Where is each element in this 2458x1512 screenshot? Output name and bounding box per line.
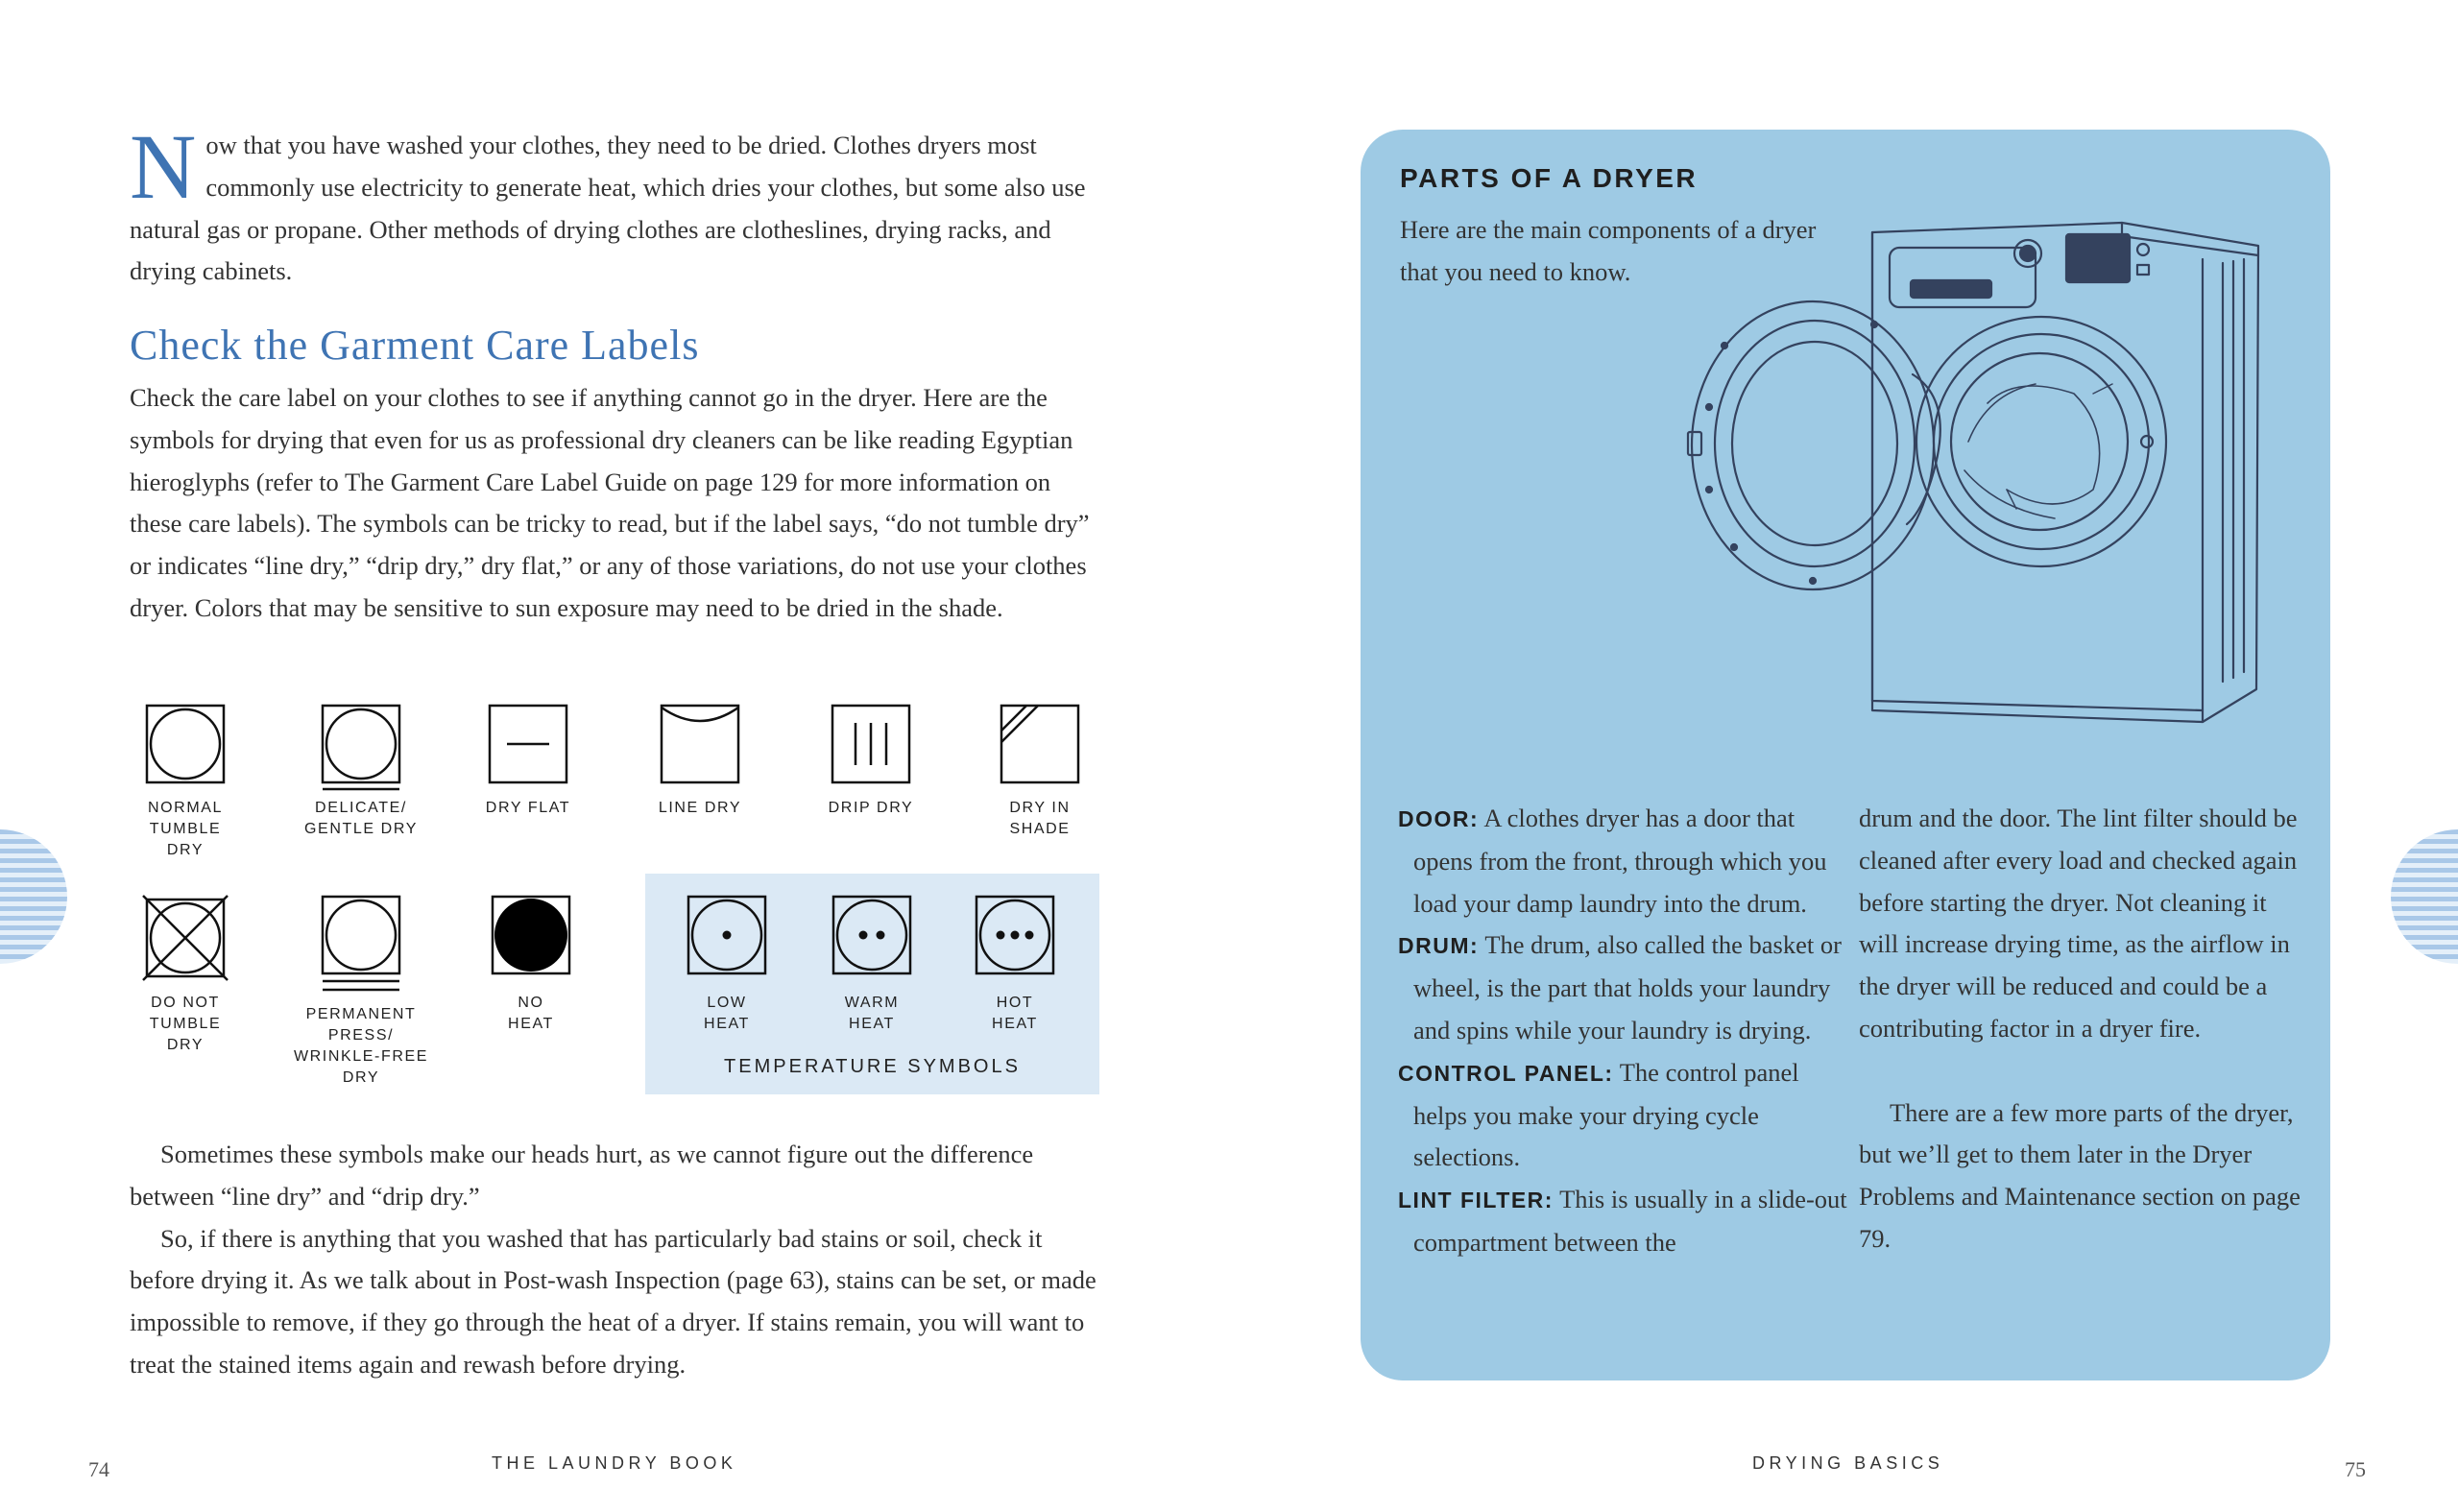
page-number-right: 75 [2345, 1457, 2366, 1481]
drop-cap: N [130, 115, 197, 218]
symbol-normal-tumble-dry [113, 704, 257, 861]
symbol-label: LINE DRY [658, 800, 742, 816]
intro-paragraph [130, 115, 1099, 293]
part-text: A clothes dryer has a door that opens from the front, through which you load your damp laundry into the drum. [1413, 804, 1827, 918]
no-heat-icon [491, 895, 571, 975]
permanent-press-icon [321, 895, 401, 993]
section-heading: Check the Garment Care Labels [130, 322, 700, 369]
closing-paragraphs [130, 1134, 1109, 1386]
front-load-dryer-illustration [1671, 202, 2266, 744]
warm-heat-icon [831, 895, 912, 975]
symbol-line-dry [628, 704, 772, 819]
part-drum [1398, 924, 1859, 1051]
closing-paragraph-2: So, if there is anything that you washed that has particularly bad stains or soil, check it before drying it. As we talk about in Post-wash Inspection (page 63), stains can be set, or made impossible to remove, if they go through the heat of a dryer. If stains remain, you will want to treat the stained items again and rewash before drying. [130, 1223, 1096, 1379]
symbol-label: DRIP DRY [828, 800, 914, 816]
symbol-label: NO HEAT [508, 995, 554, 1032]
symbol-label: HOT HEAT [992, 995, 1038, 1032]
panel-title: PARTS OF A DRYER [1400, 163, 1699, 193]
right-edge-tab [2389, 829, 2458, 964]
low-heat-icon [687, 895, 767, 975]
part-lint-filter [1398, 1179, 1859, 1264]
symbol-do-not-tumble-dry [113, 895, 257, 1056]
symbol-dry-flat [456, 704, 600, 819]
drip-dry-icon [831, 704, 911, 784]
lint-filter-continued: drum and the door. The lint filter should be cleaned after every load and checked again before starting the dryer. Not cleaning it will increase drying time, as the airflow in the dryer will be reduced and could be a contributing factor in a dryer fire. [1859, 804, 2298, 1043]
panel-intro: Here are the main components of a dryer that you need to know. [1400, 215, 1817, 286]
left-edge-tab [0, 829, 69, 964]
running-head-right: DRYING BASICS [1752, 1453, 1944, 1473]
parts-list-right-column [1859, 798, 2301, 1260]
part-door [1398, 798, 1859, 924]
part-term: CONTROL PANEL: [1398, 1060, 1614, 1086]
do-not-tumble-dry-icon [142, 895, 229, 981]
line-dry-icon [660, 704, 740, 784]
part-term: DRUM: [1398, 933, 1480, 959]
symbol-permanent-press [289, 895, 433, 1089]
normal-tumble-dry-icon [145, 704, 226, 784]
part-text: The drum, also called the basket or wheel, is the part that holds your laundry and spins while your laundry is drying. [1413, 930, 1842, 1044]
part-text: This is usually in a slide-out compartment between the [1413, 1185, 1847, 1257]
hot-heat-icon [975, 895, 1055, 975]
symbol-label: LOW HEAT [704, 995, 750, 1032]
part-control-panel [1398, 1052, 1859, 1179]
symbol-label: DO NOT TUMBLE DRY [149, 995, 222, 1053]
symbol-label: DRY IN SHADE [1009, 800, 1071, 837]
symbol-label: DRY FLAT [485, 800, 571, 816]
dry-in-shade-icon [1000, 704, 1080, 784]
symbol-label: NORMAL TUMBLE DRY [147, 800, 224, 858]
care-label-text: Check the care label on your clothes to see if anything cannot go in the dryer. Here are the symbols for drying that even for us as professional dry cleaners can be like reading Egyptian hieroglyphs (refer to The Garment Care Label Guide on page 129 for more information on these care labels). The symbols can be tricky to read, but if the label says, “do not tumble dry” or indicates “line dry,” “drip dry,” dry flat,” or any of those variations, do not use your clothes dryer. Colors that may be sensitive to sun exposure may need to be dried in the shade. [130, 383, 1090, 622]
page-number-left: 74 [88, 1457, 109, 1481]
symbol-label: PERMANENT PRESS/ WRINKLE-FREE DRY [293, 1006, 429, 1086]
symbol-warm-heat [800, 895, 944, 1035]
dry-flat-icon [488, 704, 568, 784]
symbol-label: WARM HEAT [844, 995, 900, 1032]
symbol-no-heat [459, 895, 603, 1035]
temperature-symbols-title: TEMPERATURE SYMBOLS [724, 1056, 1021, 1077]
symbol-low-heat [655, 895, 799, 1035]
symbol-hot-heat [943, 895, 1087, 1035]
symbol-dry-in-shade [968, 704, 1112, 840]
intro-text: ow that you have washed your clothes, they need to be dried. Clothes dryers most commonly use electricity to generate heat, which dries your clothes, but some also use natural gas or propane. Other methods of drying clothes are clotheslines, drying racks, and drying cabinets. [130, 131, 1086, 286]
running-head-left: THE LAUNDRY BOOK [492, 1453, 737, 1473]
symbol-delicate-gentle-dry [289, 704, 433, 840]
symbol-label: DELICATE/ GENTLE DRY [304, 800, 418, 837]
closing-note: There are a few more parts of the dryer, but we’ll get to them later in the Dryer Problems and Maintenance section on page 79. [1859, 1097, 2301, 1253]
part-term: LINT FILTER: [1398, 1188, 1554, 1213]
care-label-paragraph [130, 377, 1099, 630]
delicate-gentle-dry-icon [321, 704, 401, 792]
closing-paragraph-1: Sometimes these symbols make our heads hurt, as we cannot figure out the difference between “line dry” and “drip dry.” [130, 1140, 1034, 1211]
symbol-drip-dry [799, 704, 943, 819]
part-text: The control panel helps you make your drying cycle selections. [1413, 1057, 1799, 1172]
parts-list-left-column [1398, 798, 1859, 1264]
part-term: DOOR: [1398, 806, 1480, 831]
